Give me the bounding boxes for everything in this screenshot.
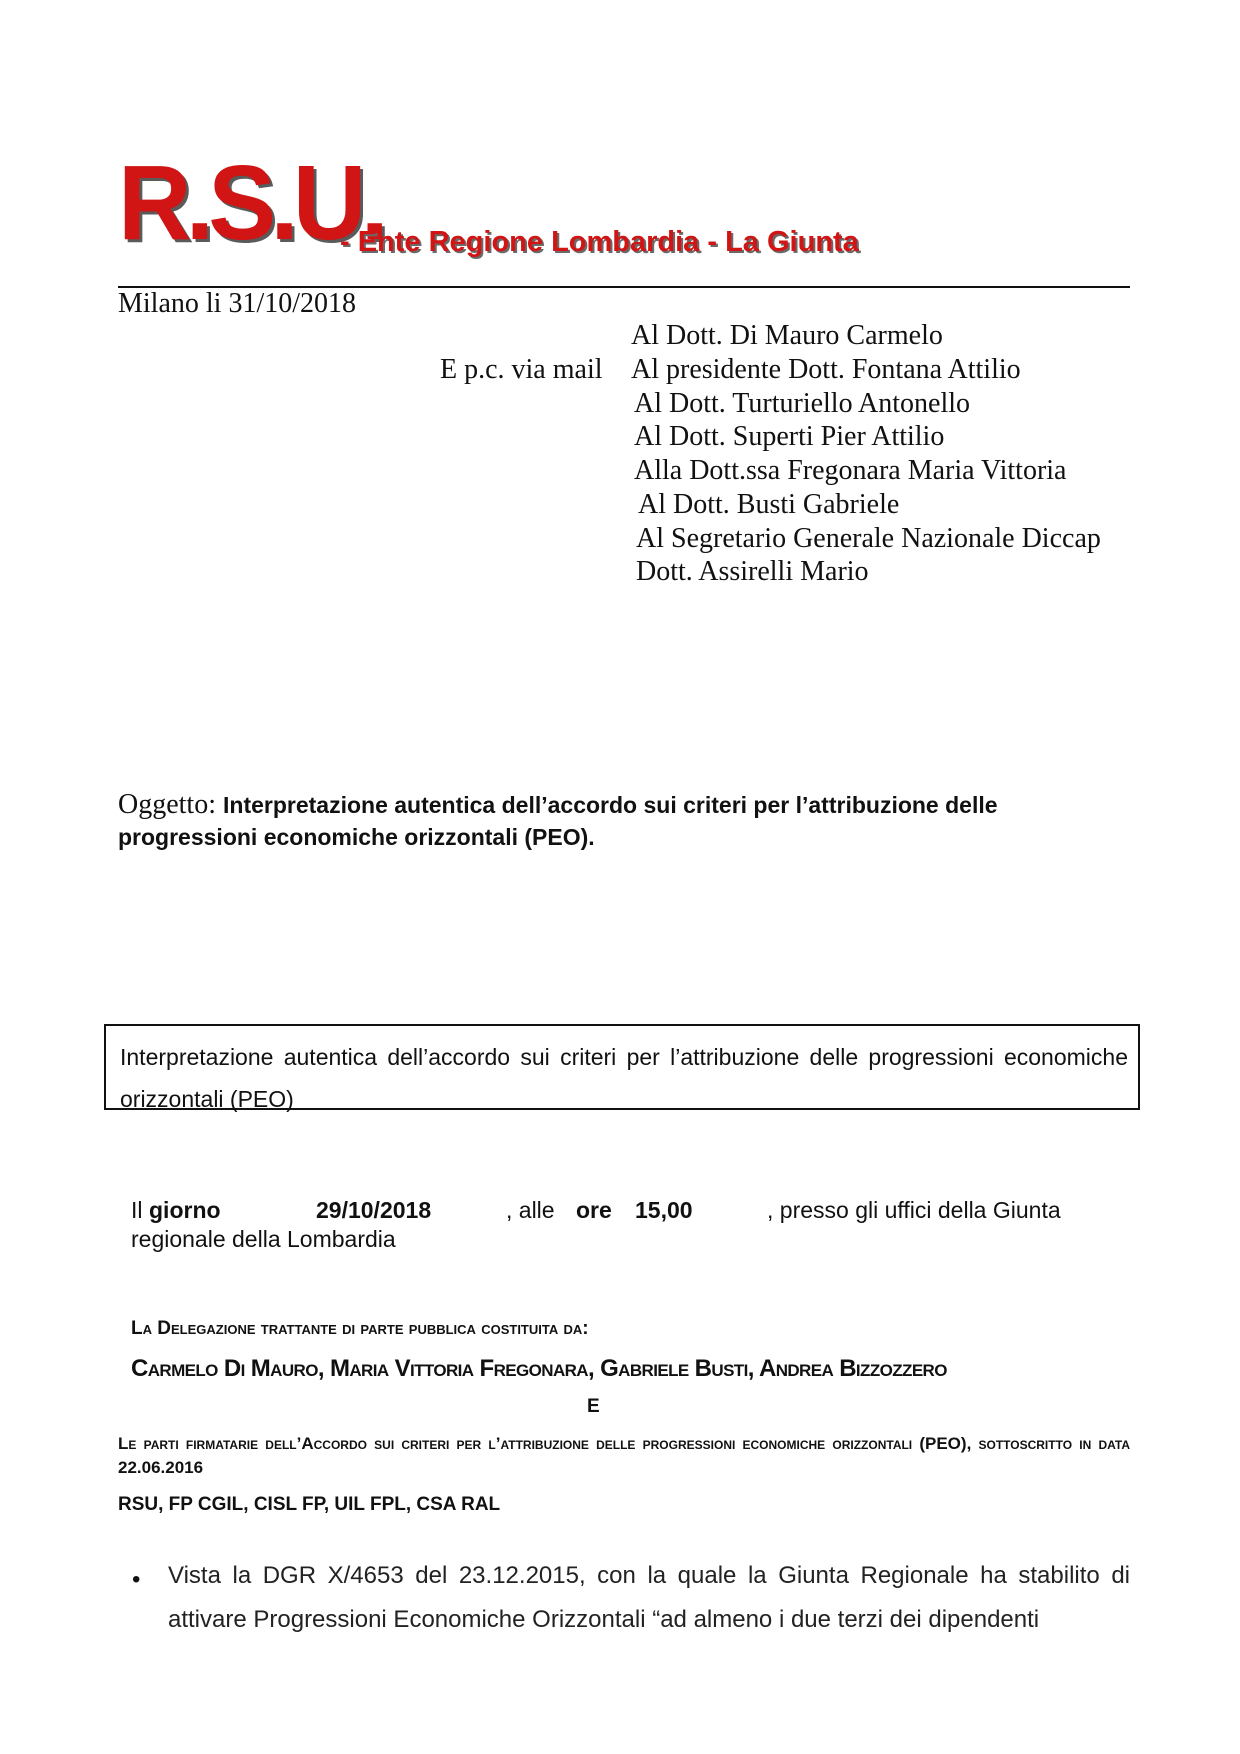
cc-label: E p.c. via mail [440,354,603,385]
meeting-alle: , alle [506,1197,555,1223]
bullet-paragraph: Vista la DGR X/4653 del 23.12.2015, con la quale la Giunta Regionale ha stabilito di attivare Progressioni Economiche Orizzontali “ad almeno i due terzi dei dipendenti [168,1562,1130,1633]
header-subtitle: - Ente Regione Lombardia - La Giunta [340,226,859,258]
conjunction: E [587,1396,600,1417]
recipient-item: Al presidente Dott. Fontana Attilio [631,354,1021,385]
boxed-title [104,1024,1140,1110]
recipient-item: Dott. Assirelli Mario [636,556,869,587]
subject-line [118,789,1138,853]
signing-parties: Le parti firmatarie dell’Accordo sui criteri per l’attribuzione delle progressioni economiche orizzontali (PEO), sottoscritto in data 22.06.2016 [118,1434,1130,1477]
subject-label: Oggetto: [118,789,216,820]
meeting-time: 15,00 [635,1197,693,1223]
subject-text: Interpretazione autentica dell’accordo sui criteri per l’attribuzione delle progressioni economiche orizzontali (PEO). [118,792,998,850]
bullet-icon: • [132,1566,141,1593]
recipient-item: Al Dott. Turturiello Antonello [634,388,971,419]
rsu-logo: R.S.U. [118,144,384,262]
meeting-il: Il [131,1197,143,1223]
meeting-place-line2: regionale della Lombardia [131,1226,396,1252]
recipient-item: Al Segretario Generale Nazionale Diccap [636,523,1101,554]
delegation-label: La Delegazione trattante di parte pubblica costituita da: [131,1318,589,1339]
recipient-item: Al Dott. Di Mauro Carmelo [631,320,943,351]
signatories-list: RSU, FP CGIL, CISL FP, UIL FPL, CSA RAL [118,1494,501,1515]
meeting-place: , presso gli uffici della Giunta [767,1197,1061,1223]
delegation-names: Carmelo Di Mauro, Maria Vittoria Fregonara, Gabriele Busti, Andrea Bizzozzero [131,1355,947,1382]
meeting-date: 29/10/2018 [316,1197,432,1223]
recipient-item: Alla Dott.ssa Fregonara Maria Vittoria [634,455,1067,486]
recipient-item: Al Dott. Busti Gabriele [638,489,900,520]
recipient-item: Al Dott. Superti Pier Attilio [634,421,945,452]
document-date: Milano li 31/10/2018 [118,288,356,319]
meeting-ore-label: ore [576,1197,612,1223]
boxed-title-text: Interpretazione autentica dell’accordo sui criteri per l’attribuzione delle progressioni economiche orizzontali (PEO) [120,1044,1128,1112]
meeting-giorno-label: giorno [149,1197,221,1223]
